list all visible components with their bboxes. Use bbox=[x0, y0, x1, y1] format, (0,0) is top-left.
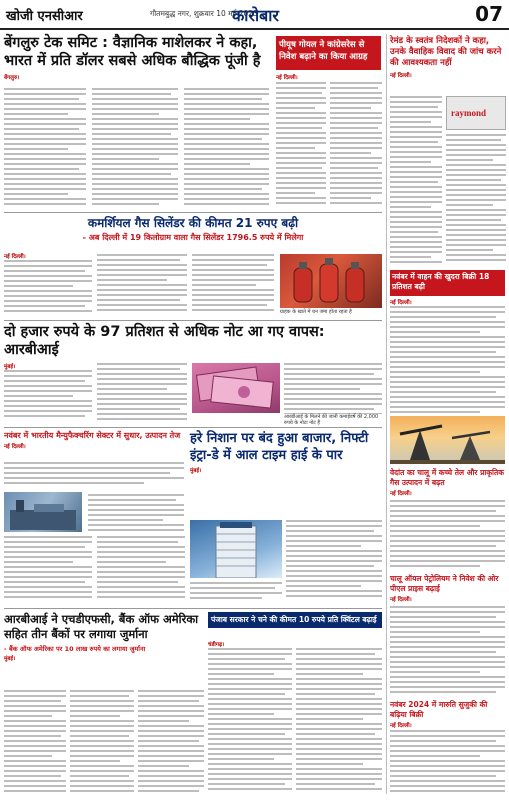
section-rule bbox=[4, 427, 382, 428]
raymond-logo-text: raymond bbox=[451, 108, 487, 118]
story-vehicle-sales-headline-box bbox=[390, 270, 505, 296]
photo-caption: आरबीआई के मिलने की जानी कमाईवर्षे की 2,000 रुपये के नोटा नोट हैं bbox=[284, 414, 382, 426]
section-rule bbox=[4, 608, 382, 609]
gas-cylinders-illustration bbox=[280, 254, 382, 308]
body-text bbox=[97, 536, 185, 604]
body-text bbox=[138, 690, 204, 796]
story-vedanta bbox=[390, 468, 505, 497]
body-text bbox=[190, 582, 282, 604]
dateline: नई दिल्ली। bbox=[390, 73, 412, 79]
body-text bbox=[4, 370, 92, 424]
dateline: मुंबई। bbox=[190, 468, 202, 474]
body-text bbox=[390, 306, 505, 414]
oil-pump-illustration bbox=[390, 416, 505, 464]
section-rule bbox=[4, 212, 382, 213]
story-2000-notes bbox=[4, 323, 382, 359]
subhead: - बैंक ऑफ अमेरिका पर 10 लाख रुपये का लगाया जुर्माना bbox=[4, 645, 146, 653]
story-goyal-headline-box bbox=[276, 36, 381, 70]
factory-photo bbox=[4, 492, 82, 532]
notes-illustration bbox=[192, 363, 280, 413]
story-manufacturing bbox=[4, 430, 184, 450]
body-text bbox=[390, 606, 505, 696]
section-rule bbox=[4, 320, 382, 321]
body-text bbox=[296, 648, 382, 796]
masthead bbox=[0, 0, 509, 30]
currency-notes-photo bbox=[192, 363, 280, 413]
dateline: नई दिल्ली। bbox=[4, 254, 26, 260]
headline: वेदांत का चालू में कच्चे तेल और प्राकृतिक गैस उत्पादन में बढ़त bbox=[390, 468, 505, 487]
body-text bbox=[4, 462, 184, 490]
story-punjab-headline-box bbox=[208, 612, 382, 628]
headline: पीयूष गोयल ने कांग्रेसरेस से निवेश बढ़ाने का किया आग्रह bbox=[279, 40, 368, 62]
body-text bbox=[286, 520, 382, 604]
headline: नवंबर में भारतीय मैन्युफैक्चरिंग सेक्टर में सुधार, उत्पादन तेज bbox=[4, 431, 181, 440]
body-text bbox=[4, 536, 92, 604]
story-gas-price bbox=[4, 216, 382, 243]
story-maruti-sales bbox=[390, 700, 505, 729]
factory-illustration bbox=[4, 492, 82, 532]
body-text bbox=[4, 260, 92, 318]
dateline: नई दिल्ली। bbox=[390, 597, 412, 603]
page-number: 07 bbox=[475, 2, 503, 26]
raymond-logo-photo bbox=[446, 96, 506, 130]
section-title: कारोबार bbox=[232, 6, 279, 25]
column-divider bbox=[386, 34, 387, 794]
brand-name: खोजी एनसीआर bbox=[6, 9, 83, 24]
body-text bbox=[97, 363, 187, 424]
body-text bbox=[70, 690, 134, 796]
subhead: - अब दिल्ली में 19 किलोग्राम वाला गैस सिलेंडर 1796.5 रुपये में मिलेगा bbox=[82, 233, 304, 242]
headline: नवंबर 2024 में मारुति सुजुकी की बढ़िया बिक्री bbox=[390, 700, 488, 719]
gas-cylinder-photo bbox=[280, 254, 382, 308]
headline: आरबीआई ने एचडीएफसी, बैंक ऑफ अमेरिका सहित तीन बैंकों पर लगाया जुर्माना bbox=[4, 612, 199, 641]
headline: बेंगलुरु टेक समिट : वैज्ञानिक माशेलकर ने कहा, भारत में प्रति डॉलर सबसे अधिक बौद्धिक पूंजी है bbox=[4, 35, 261, 69]
bse-building-photo bbox=[190, 520, 282, 578]
headline: दो हजार रुपये के 97 प्रतिशत से अधिक नोट आ गए वापस: आरबीआई bbox=[4, 324, 325, 358]
dateline: बेंगलुरु। bbox=[4, 75, 20, 81]
photo-caption: ग्राहक के खाते में धन जमा होता रहता है bbox=[280, 309, 382, 315]
body-text bbox=[390, 96, 442, 266]
headline: कमर्शियल गैस सिलेंडर की कीमत 21 रुपए बढ़ी bbox=[87, 216, 299, 230]
headline: हरे निशान पर बंद हुआ बाजार, निफ्टी इंट्रा-डे में आल टाइम हाई के पार bbox=[190, 431, 369, 463]
oil-rig-photo bbox=[390, 416, 505, 464]
body-text bbox=[192, 254, 274, 318]
body-text bbox=[88, 494, 184, 534]
body-text bbox=[330, 82, 382, 207]
body-text bbox=[276, 82, 326, 207]
headline: पंजाब सरकार ने चने की कीमत 10 रुपये प्रति क्विंटल बढ़ाई bbox=[211, 615, 377, 624]
story-science-capital bbox=[4, 34, 269, 81]
body-text bbox=[390, 500, 505, 570]
body-text bbox=[208, 648, 292, 796]
body-text bbox=[4, 88, 86, 208]
body-text bbox=[97, 254, 187, 318]
body-text bbox=[92, 88, 178, 208]
body-text bbox=[446, 134, 506, 266]
body-text bbox=[390, 730, 505, 796]
edition-date: गौतमबुद्ध नगर, शुक्रवार 10 मई 2023 bbox=[150, 9, 258, 18]
bse-building-illustration bbox=[190, 520, 282, 578]
dateline: मुंबई। bbox=[4, 364, 16, 370]
dateline: चंडीगढ़। bbox=[208, 642, 225, 648]
headline: रेमंड के स्वतंत्र निदेशकों ने कहा, उनके वैवाहिक विवाद की जांच करने की आवश्यकता नहीं bbox=[390, 36, 502, 68]
body-text bbox=[4, 690, 66, 796]
body-text bbox=[184, 88, 269, 208]
dateline: मुंबई। bbox=[4, 656, 16, 662]
dateline: नई दिल्ली। bbox=[276, 75, 298, 81]
headline: चालू ऑयल पेट्रोलियम ने निवेश की ओर पीएल प्राइस बढ़ाई bbox=[390, 574, 499, 593]
story-stock-market bbox=[190, 430, 382, 474]
dateline: नई दिल्ली। bbox=[390, 491, 412, 497]
headline: नवंबर में वाहन की खुदरा बिक्री 18 प्रतिशत बढ़ी bbox=[392, 272, 490, 291]
story-rbi-fines bbox=[4, 612, 204, 662]
dateline: नई दिल्ली। bbox=[390, 723, 412, 729]
story-raymond bbox=[390, 36, 505, 79]
story-oil-petroleum bbox=[390, 574, 505, 603]
dateline: नई दिल्ली। bbox=[390, 300, 412, 306]
dateline: नई दिल्ली। bbox=[4, 444, 26, 450]
